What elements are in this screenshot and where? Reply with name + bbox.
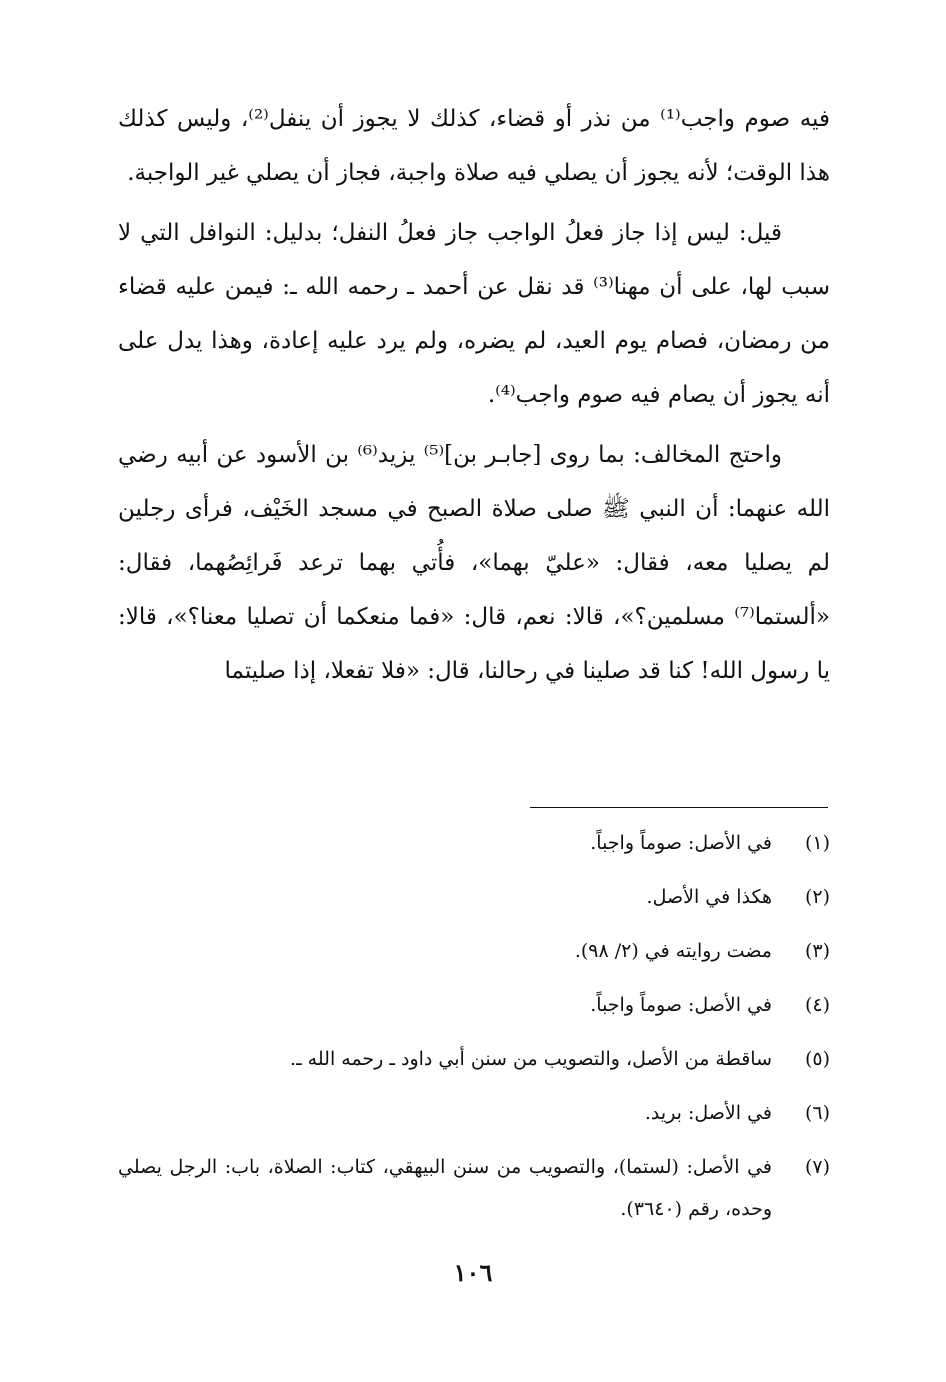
paragraph-3: واحتج المخالف: بما روى [جابـر بن]⁽⁵⁾ يزيد⁽⁶⁾ بن الأسود عن أبيه رضي الله عنهما: أن النبي ﷺ صلى صلاة الصبح في مسجد الخَيْف، فرأى رجلين لم يصليا معه، فقال: «عليّ بهما»، فأُتي بهما ترعد فَرائِصُهما، فقال: «ألستما⁽⁷⁾ مسلمين؟»، قالا: نعم، قال: «فما منعكما أن تصليا معنا؟»، قالا: يا رسول الله! كنا قد صلينا في رحالنا، قال: «فلا تفعلا، إذا صليتما: [118, 442, 830, 684]
footnote: [118, 1092, 830, 1134]
footnote-text: ساقطة من الأصل، والتصويب من سنن أبي داود ـ رحمه الله ـ.: [290, 1048, 772, 1070]
footnote-number: (٣): [804, 940, 830, 962]
footnote-text: في الأصل: (لستما)، والتصويب من سنن البيهقي، كتاب: الصلاة، باب: الرجل يصلي وحده، رقم (٣٦٤٠).: [118, 1156, 772, 1220]
footnote-number: (١): [804, 832, 830, 854]
footnote-number: (٥): [804, 1048, 830, 1070]
footnote: [118, 822, 830, 864]
footnote-text: في الأصل: صوماً واجباً.: [590, 832, 772, 854]
footnote-text: في الأصل: صوماً واجباً.: [590, 994, 772, 1016]
footnote: [118, 1146, 830, 1230]
footnote-separator: [530, 807, 828, 808]
main-text: [118, 92, 830, 704]
footnote: [118, 984, 830, 1026]
footnote-text: مضت روايته في (٢/ ٩٨).: [574, 940, 772, 962]
footnote-number: (٤): [804, 994, 830, 1016]
footnote: [118, 930, 830, 972]
paragraph-1: فيه صوم واجب⁽¹⁾ من نذر أو قضاء، كذلك لا يجوز أن ينفل⁽²⁾، وليس كذلك هذا الوقت؛ لأنه يجوز أن يصلي فيه صلاة واجبة، فجاز أن يصلي غير الواجبة.: [118, 106, 830, 186]
paragraph-2: قيل: ليس إذا جاز فعلُ الواجب جاز فعلُ النفل؛ بدليل: النوافل التي لا سبب لها، على أن مهنا⁽³⁾ قد نقل عن أحمد ـ رحمه الله ـ: فيمن عليه قضاء من رمضان، فصام يوم العيد، لم يضره، ولم يرد عليه إعادة، وهذا يدل على أنه يجوز أن يصام فيه صوم واجب⁽⁴⁾.: [118, 220, 831, 408]
footnote: [118, 1038, 830, 1080]
footnote-text: في الأصل: بريد.: [644, 1102, 772, 1124]
footnote-text: هكذا في الأصل.: [646, 886, 772, 908]
footnote: [118, 876, 830, 918]
page-number: ١٠٦: [453, 1258, 493, 1287]
footnotes: [118, 822, 830, 1242]
footnote-number: (٧): [804, 1156, 830, 1178]
footnote-number: (٦): [804, 1102, 830, 1124]
footnote-number: (٢): [804, 886, 830, 908]
